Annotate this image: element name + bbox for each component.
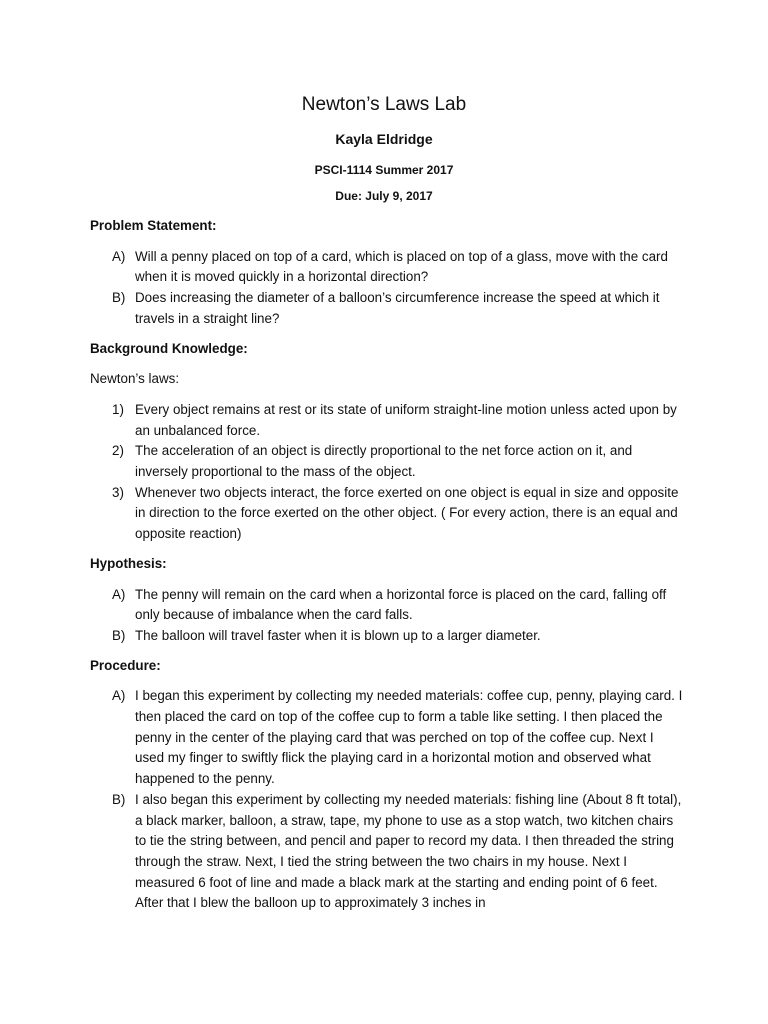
list-item-text: Will a penny placed on top of a card, which is placed on top of a glass, move with the card when it is moved quickly in a horizontal direction? <box>135 248 668 285</box>
list-item-text: Every object remains at rest or its state of uniform straight-line motion unless acted upon by an unbalanced force. <box>135 401 677 438</box>
list-item <box>90 247 686 288</box>
procedure-list <box>90 686 686 914</box>
list-item-text: I began this experiment by collecting my needed materials: coffee cup, penny, playing card. I then placed the card on top of the coffee cup to form a table like setting. I then placed the penny in the center of the playing card that was perched on top of the coffee cup. Next I used my finger to swiftly flick the playing card in a horizontal motion and observed what happened to the penny. <box>135 688 683 787</box>
list-item-text: I also began this experiment by collecting my needed materials: fishing line (About 8 ft total), a black marker, balloon, a straw, tape, my phone to use as a stop watch, two kitchen chairs to tie the string between, and pencil and paper to record my data. I then threaded the string through the straw. Next, I tied the string between the two chairs in my house. Next I measured 6 foot of line and made a black mark at the starting and ending point of 6 feet. After that I blew the balloon up to approximately 3 inches in <box>135 791 682 911</box>
due-date: Due: July 9, 2017 <box>335 189 433 203</box>
list-item-text: The acceleration of an object is directly proportional to the net force action on it, and inversely proportional to the mass of the object. <box>135 443 633 480</box>
document-title: Newton’s Laws Lab <box>301 94 467 115</box>
problem-statement-heading: Problem Statement: <box>90 218 217 233</box>
list-item-text: Whenever two objects interact, the force exerted on one object is equal in size and opposite in direction to the force exerted on the other object. ( For every action, there is an equal and opposite reaction) <box>135 484 679 542</box>
list-marker: B) <box>112 791 126 807</box>
list-marker: A) <box>112 248 126 264</box>
newtons-laws-list <box>90 400 686 545</box>
list-item <box>90 626 686 647</box>
list-item-text: Does increasing the diameter of a balloon’s circumference increase the speed at which it travels in a straight line? <box>135 290 660 326</box>
background-intro: Newton’s laws: <box>90 371 180 387</box>
list-item <box>90 686 686 790</box>
problem-statement-list <box>90 247 686 330</box>
list-item-text: The penny will remain on the card when a horizontal force is placed on the card, falling off only because of imbalance when the card falls. <box>135 586 667 623</box>
list-marker: B) <box>112 290 126 306</box>
list-item <box>90 400 686 441</box>
list-item <box>90 483 686 545</box>
list-marker: 2) <box>112 443 124 459</box>
list-item-text: The balloon will travel faster when it is blown up to a larger diameter. <box>135 627 541 643</box>
background-heading: Background Knowledge: <box>90 340 248 356</box>
list-item <box>90 441 686 482</box>
author-name: Kayla Eldridge <box>335 131 433 147</box>
list-marker: A) <box>112 688 126 704</box>
course-info: PSCI-1114 Summer 2017 <box>314 163 454 177</box>
list-item <box>90 288 686 329</box>
hypothesis-heading: Hypothesis: <box>90 555 167 571</box>
list-marker: 1) <box>112 401 124 417</box>
list-marker: B) <box>112 627 126 643</box>
procedure-heading: Procedure: <box>90 657 161 673</box>
list-marker: 3) <box>112 484 124 500</box>
list-item <box>90 585 686 626</box>
list-item <box>90 790 686 914</box>
document-body <box>90 216 686 923</box>
hypothesis-list <box>90 585 686 647</box>
list-marker: A) <box>112 586 126 602</box>
